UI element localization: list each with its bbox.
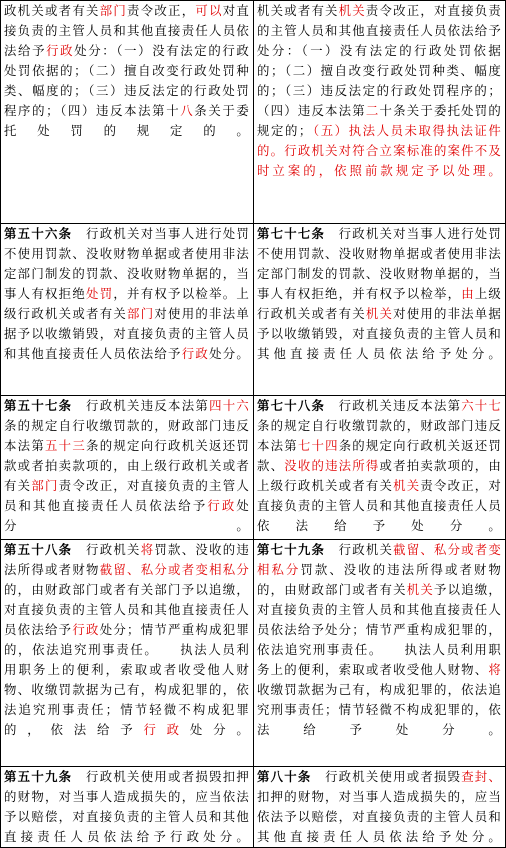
changed-text: 五十三 bbox=[45, 438, 87, 453]
changed-text: 四十六 bbox=[209, 398, 251, 413]
changed-text: 机关 bbox=[406, 582, 434, 597]
article-number: 第五十六条 bbox=[4, 226, 73, 241]
article-text: 行政机关对当事人进行处罚不使用罚款、没收财物单据或者使用非法定部门制发的罚款、没收财物单据的，当事人有权拒绝，并有权予以检举， bbox=[257, 226, 502, 301]
article-text: 处分。 bbox=[209, 346, 250, 361]
article-text: 罚款、没收的违法所得或者财物的，由财政部门或者有关 bbox=[257, 562, 502, 597]
article-text: 条的规定向行政机关返还罚款、 bbox=[257, 438, 502, 473]
changed-text: 处罚 bbox=[86, 286, 114, 301]
changed-text: 行政 bbox=[72, 622, 100, 637]
changed-text: 由 bbox=[461, 286, 475, 301]
article-text: 行政机关 bbox=[72, 542, 141, 557]
article-number: 第七十七条 bbox=[257, 226, 326, 241]
article-text: 责令改正，对直接负责的主管人员和其他直接责任人员依法给予处分：（一）没有法定的行政处罚依据的；（二）擅自改变行政处罚种类、幅度的；（三）违反法定的行政处罚程序的；（四）违反本法第 bbox=[257, 3, 503, 118]
table-row bbox=[1, 767, 506, 848]
changed-text: 截留、私分或者变相私分 bbox=[257, 542, 502, 577]
changed-text: 查封、 bbox=[461, 769, 502, 784]
table-row bbox=[1, 540, 506, 767]
article-text: 罚款、没收的违法所得或者财物 bbox=[4, 542, 251, 577]
old-article-cell bbox=[1, 767, 254, 848]
changed-text: 六十七 bbox=[461, 398, 503, 413]
article-text: 行政机关违反本法第 bbox=[72, 398, 210, 413]
new-article-cell bbox=[254, 224, 506, 396]
changed-text: 行政 bbox=[143, 722, 190, 737]
changed-text: 部门 bbox=[31, 478, 59, 493]
changed-text: 行政 bbox=[181, 346, 210, 361]
article-text: 政机关或者有关 bbox=[4, 3, 100, 18]
article-text: 十条关于委托处罚的规定的； bbox=[257, 103, 502, 138]
new-article-cell bbox=[254, 396, 506, 540]
article-number: 第七十八条 bbox=[257, 398, 326, 413]
article-text: 条的规定自行收缴罚款的，财政部门违反本法第 bbox=[257, 418, 502, 453]
article-number: 第八十条 bbox=[257, 769, 312, 784]
article-text: 对使用的非法单据予以收缴销毁，对直接负责的主管人员和其他直接责任人员依法给予 bbox=[4, 306, 250, 361]
article-text: 机关或者有关 bbox=[257, 3, 339, 18]
new-article-cell bbox=[254, 540, 506, 767]
changed-text: 将 bbox=[140, 542, 155, 557]
article-text: 或者拍卖款项的，由上级行政机关或者有关 bbox=[257, 458, 502, 493]
article-text: 行政机关对当事人进行处罚不使用罚款、没收财物单据或者使用非法定部门制发的罚款、没收财物单据的，当事人有权拒绝 bbox=[4, 226, 250, 301]
changed-text: 行政机关对符合立案标准的案件不及时立案的，依照前款规定予以处理。 bbox=[257, 143, 503, 178]
changed-text: 将 bbox=[488, 662, 502, 677]
article-text: 收缴罚款据为己有，构成犯罪的，依法追究刑事责任；情节轻微不构成犯罪的，依法给予处分。 bbox=[257, 682, 502, 737]
article-number: 第五十九条 bbox=[4, 769, 73, 784]
changed-text: 八 bbox=[180, 103, 195, 118]
article-text: 条的规定向行政机关返还罚款或者拍卖款项的，由上级行政机关或者有关 bbox=[4, 438, 250, 493]
article-text: 行政机关违反本法第 bbox=[325, 398, 462, 413]
article-text: 责令改正，对直接负责的主管人员和其他直接责任人员依法给予 bbox=[4, 478, 250, 513]
article-text: 的，由财政部门或者有关部门予以追缴，对直接负责的主管人员和其他直接责任人员依法给予 bbox=[4, 582, 250, 637]
table-row bbox=[1, 224, 506, 396]
changed-text: 行政 bbox=[207, 498, 237, 513]
article-text: 扣押的财物，对当事人造成损失的，应当依法予以赔偿，对直接负责的主管人员和其他直接责任人员依法给予处分。 bbox=[257, 789, 502, 844]
new-article-cell bbox=[254, 1, 506, 224]
changed-text: 可以 bbox=[195, 3, 223, 18]
changed-text: 截留、私分或者变相私分 bbox=[99, 562, 250, 577]
article-text: 对直接负责的主管人员和其他直接责任人员依法给予 bbox=[4, 3, 251, 58]
changed-text: （五）执法人员未取得执法证件的。 bbox=[257, 123, 502, 158]
article-text: 上级行政机关或者有关 bbox=[257, 286, 503, 321]
article-number: 第五十八条 bbox=[4, 542, 73, 557]
table-row bbox=[1, 396, 506, 540]
article-number: 第七十九条 bbox=[257, 542, 326, 557]
old-article-cell bbox=[1, 224, 254, 396]
changed-text: 行政 bbox=[46, 43, 75, 58]
changed-text: 部门 bbox=[127, 306, 155, 321]
article-text: 处分。 bbox=[189, 722, 250, 737]
article-text: 行政机关使用或者损毁 bbox=[311, 769, 462, 784]
old-article-cell bbox=[1, 540, 254, 767]
new-article-cell bbox=[254, 767, 506, 848]
changed-text: 七十四 bbox=[297, 438, 339, 453]
changed-text: 部门 bbox=[99, 3, 128, 18]
article-text: 条关于委托处罚的规定的。 bbox=[4, 103, 250, 138]
article-text: 处分。 bbox=[4, 498, 250, 533]
old-article-cell bbox=[1, 396, 254, 540]
article-text: 处分：（一）没有法定的行政处罚依据的；（二）擅自改变行政处罚种类、幅度的；（三）违反法定的行政处罚程序的；（四）违反本法第十 bbox=[4, 43, 250, 118]
article-text: 对使用的非法单据予以收缴销毁，对直接负责的主管人员和其他直接责任人员依法给予处分。 bbox=[257, 306, 502, 361]
changed-text: 没收的违法所得 bbox=[284, 458, 380, 473]
changed-text: 机关 bbox=[365, 306, 394, 321]
article-text: 责令改正，对直接负责的主管人员和其他直接责任人员依法给予处分。 bbox=[257, 478, 503, 533]
changed-text: 二 bbox=[365, 103, 380, 118]
article-text: 行政机关 bbox=[325, 542, 394, 557]
article-number: 第五十七条 bbox=[4, 398, 73, 413]
changed-text: 机关 bbox=[393, 478, 421, 493]
article-text: 行政机关使用或者损毁扣押的财物，对当事人造成损失的，应当依法予以赔偿，对直接负责的主管人员和其他直接责任人员依法给予行政处分。 bbox=[4, 769, 250, 844]
old-article-cell bbox=[1, 1, 254, 224]
article-text: 处分；情节严重构成犯罪的，依法追究刑事责任。 执法人员利用职务上的便利，索取或者收受他人财物、收缴罚款据为己有，构成犯罪的，依法追究刑事责任；情节轻微不构成犯罪的，依法给予 bbox=[4, 622, 250, 737]
article-text: ，并有权予以检举。上级行政机关或者有关 bbox=[4, 286, 251, 321]
article-text: 责令改正， bbox=[127, 3, 196, 18]
article-text: 予以追缴，对直接负责的主管人员和其他直接责任人员依法给予处分；情节严重构成犯罪的，依法追究刑事责任。 执法人员利用职务上的便利，索取或者收受他人财物、 bbox=[257, 582, 503, 677]
table-row bbox=[1, 1, 506, 224]
changed-text: 机关 bbox=[338, 3, 366, 18]
article-text: 条的规定自行收缴罚款的，财政部门违反本法第 bbox=[4, 418, 250, 453]
